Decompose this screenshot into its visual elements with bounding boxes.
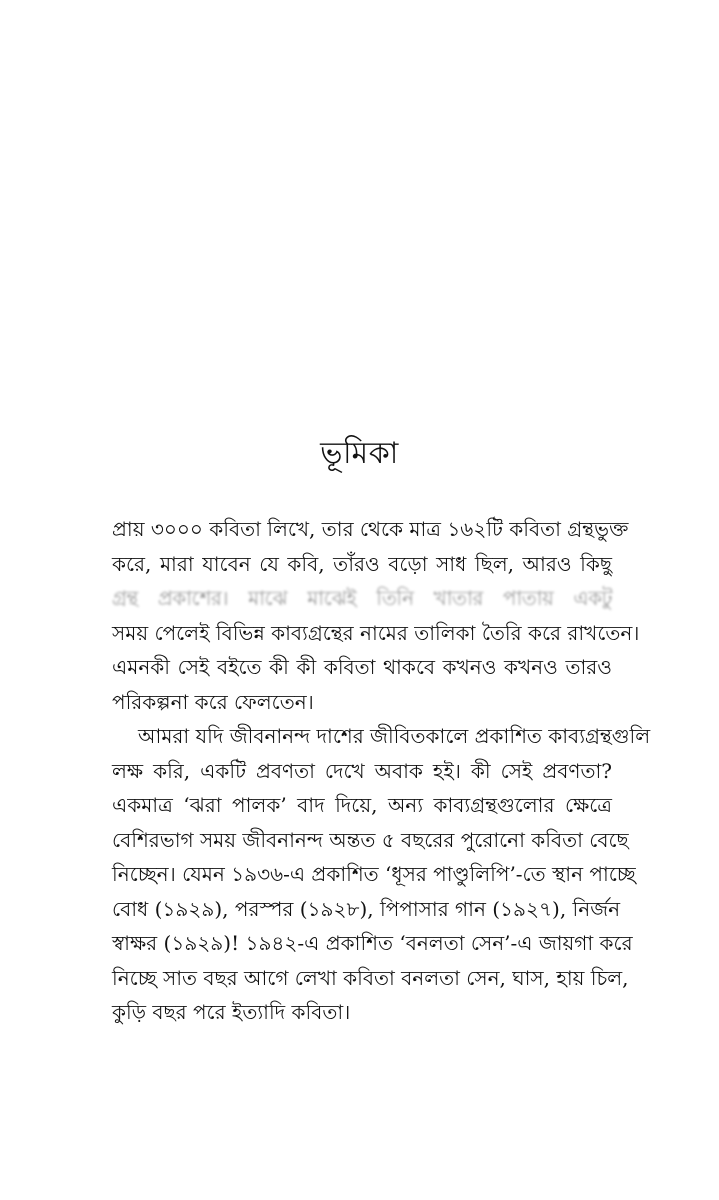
paragraph-1-line: সময় পেলেই বিভিন্ন কাব্যগ্রন্থের নামের তালিকা তৈরি করে রাখতেন। — [112, 620, 640, 645]
paragraph-1-line: করে, মারা যাবেন যে কবি, তাঁরও বড়ো সাধ ছিল, আরও কিছু — [112, 551, 612, 576]
paragraph-1-line: প্রায় ৩০০০ কবিতা লিখে, তার থেকে মাত্র ১৬২টি কবিতা গ্রন্থভুক্ত — [112, 517, 629, 541]
paragraph-2-line: একমাত্র ‘ঝরা পালক’ বাদ দিয়ে, অন্য কাব্যগ্রন্থগুলোর ক্ষেত্রে — [112, 793, 612, 817]
paragraph-1-line: পরিকল্পনা করে ফেলতেন। — [112, 689, 314, 714]
paragraph-2-line: আমরা যদি জীবনানন্দ দাশের জীবিতকালে প্রকাশিত কাব্যগ্রন্থগুলি — [138, 724, 651, 748]
body-text — [112, 512, 651, 1030]
paragraph-2-line: বোধ (১৯২৯), পরস্পর (১৯২৮), পিপাসার গান (১৯২৭), নির্জন — [112, 896, 621, 921]
paragraph-1-line: এমনকী সেই বইতে কী কী কবিতা থাকবে কখনও কখনও তারও — [112, 655, 612, 679]
paragraph-2-line: বেশিরভাগ সময় জীবনানন্দ অন্তত ৫ বছরের পুরোনো কবিতা বেছে — [112, 827, 629, 852]
page-title: ভূমিকা — [320, 436, 399, 471]
paragraph-2-line: কুড়ি বছর পরে ইত্যাদি কবিতা। — [112, 1000, 351, 1024]
paragraph-1-line-smudged: গ্রন্থ প্রকাশের। মাঝে মাঝেই তিনি খাতার পাতায় একটু — [112, 586, 612, 610]
paragraph-2-line: নিচ্ছে সাত বছর আগে লেখা কবিতা বনলতা সেন, ঘাস, হায় চিল, — [112, 965, 629, 990]
paragraph-2-line: স্বাক্ষর (১৯২৯)! ১৯৪২-এ প্রকাশিত ‘বনলতা সেন’-এ জায়গা করে — [112, 931, 633, 955]
paragraph-2-line: লক্ষ করি, একটি প্রবণতা দেখে অবাক হই। কী সেই প্রবণতা? — [112, 758, 612, 783]
paragraph-2-line: নিচ্ছেন। যেমন ১৯৩৬-এ প্রকাশিত ‘ধূসর পাণ্ডুলিপি’-তে স্থান পাচ্ছে — [112, 862, 636, 886]
